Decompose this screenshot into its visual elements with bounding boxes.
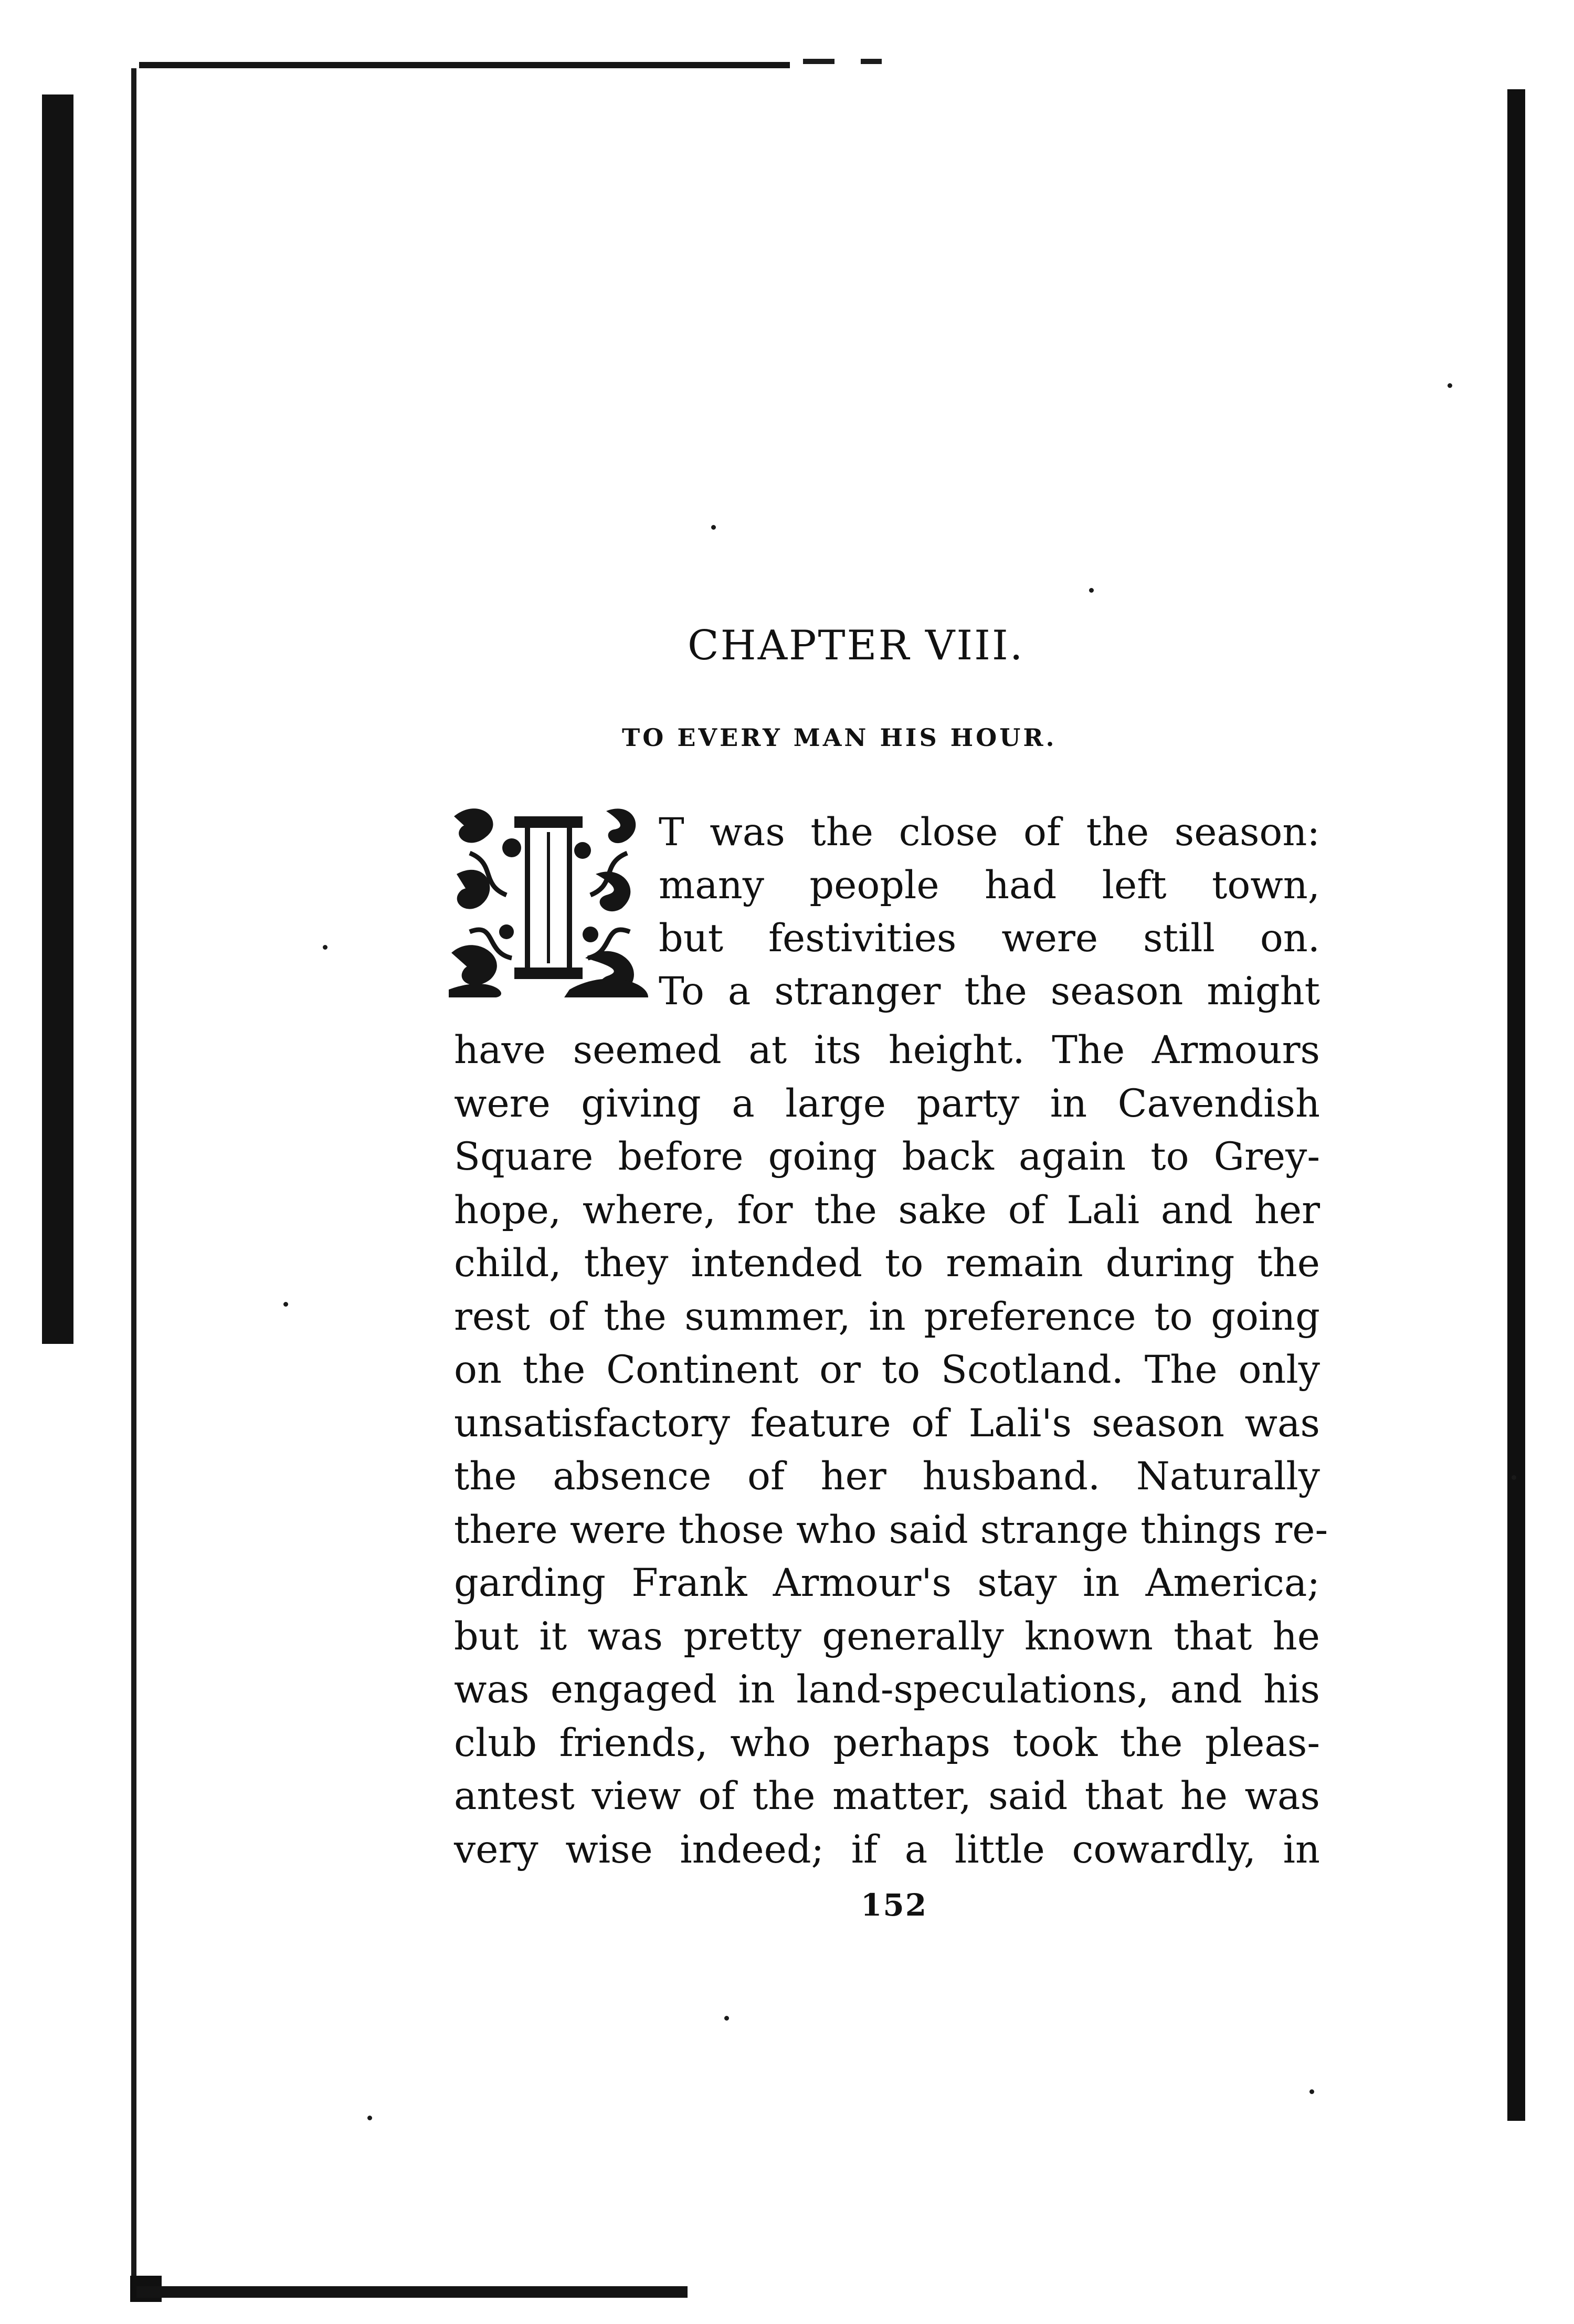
- text-line: Square before going back again to Grey-: [454, 1134, 1320, 1179]
- scan-speck: [283, 1302, 288, 1307]
- text-line: on the Continent or to Scotland. The only: [454, 1348, 1320, 1392]
- page-number: 152: [861, 1887, 928, 1923]
- scan-border-right: [1507, 89, 1525, 2121]
- drop-cap-ornament: [449, 801, 648, 997]
- scan-speck: [367, 2116, 372, 2120]
- text-line: hope, where, for the sake of Lali and her: [454, 1187, 1320, 1233]
- chapter-subtitle: TO EVERY MAN HIS HOUR.: [622, 723, 1057, 752]
- text-line: antest view of the matter, said that he was: [454, 1774, 1320, 1818]
- text-line: rest of the summer, in preference to going: [454, 1294, 1320, 1339]
- text-line: child, they intended to remain during the: [454, 1241, 1320, 1286]
- scan-border-top-dash: [861, 59, 882, 64]
- scan-speck: [1512, 1475, 1516, 1480]
- text-line: To a stranger the season might: [659, 969, 1320, 1014]
- text-line: was engaged in land-speculations, and his: [454, 1667, 1320, 1712]
- text-line: the absence of her husband. Naturally: [454, 1454, 1320, 1499]
- scan-speck: [1448, 383, 1452, 388]
- text-line: T was the close of the season:: [659, 810, 1320, 855]
- chapter-title: CHAPTER VIII.: [688, 622, 1024, 669]
- scan-border-bottom: [136, 2286, 688, 2298]
- body-paragraph: [454, 1024, 1328, 1876]
- text-line: have seemed at its height. The Armours: [454, 1028, 1320, 1072]
- drop-cap-paragraph-lines: [659, 806, 1320, 1018]
- text-line: unsatisfactory feature of Lali's season was: [454, 1401, 1320, 1446]
- scan-speck: [1089, 588, 1094, 593]
- scan-speck: [1309, 2089, 1314, 2094]
- text-line: club friends, who perhaps took the pleas-: [454, 1720, 1320, 1765]
- text-line: there were those who said strange things re-: [454, 1507, 1328, 1552]
- scan-border-top: [139, 62, 790, 68]
- text-line: garding Frank Armour's stay in America;: [454, 1561, 1320, 1605]
- text-line: but it was pretty generally known that he: [454, 1614, 1320, 1659]
- scan-speck: [711, 525, 716, 530]
- text-line: were giving a large party in Cavendish: [454, 1081, 1320, 1126]
- text-line: many people had left town,: [659, 863, 1320, 908]
- scan-speck: [724, 2016, 729, 2021]
- scan-speck: [323, 945, 328, 950]
- text-line: but festivities were still on.: [659, 916, 1320, 961]
- scan-border-left-thick: [42, 94, 73, 1344]
- text-line: very wise indeed; if a little cowardly, in: [454, 1827, 1320, 1872]
- scan-border-left-thin: [131, 68, 136, 2284]
- scan-border-top-dash: [803, 59, 834, 64]
